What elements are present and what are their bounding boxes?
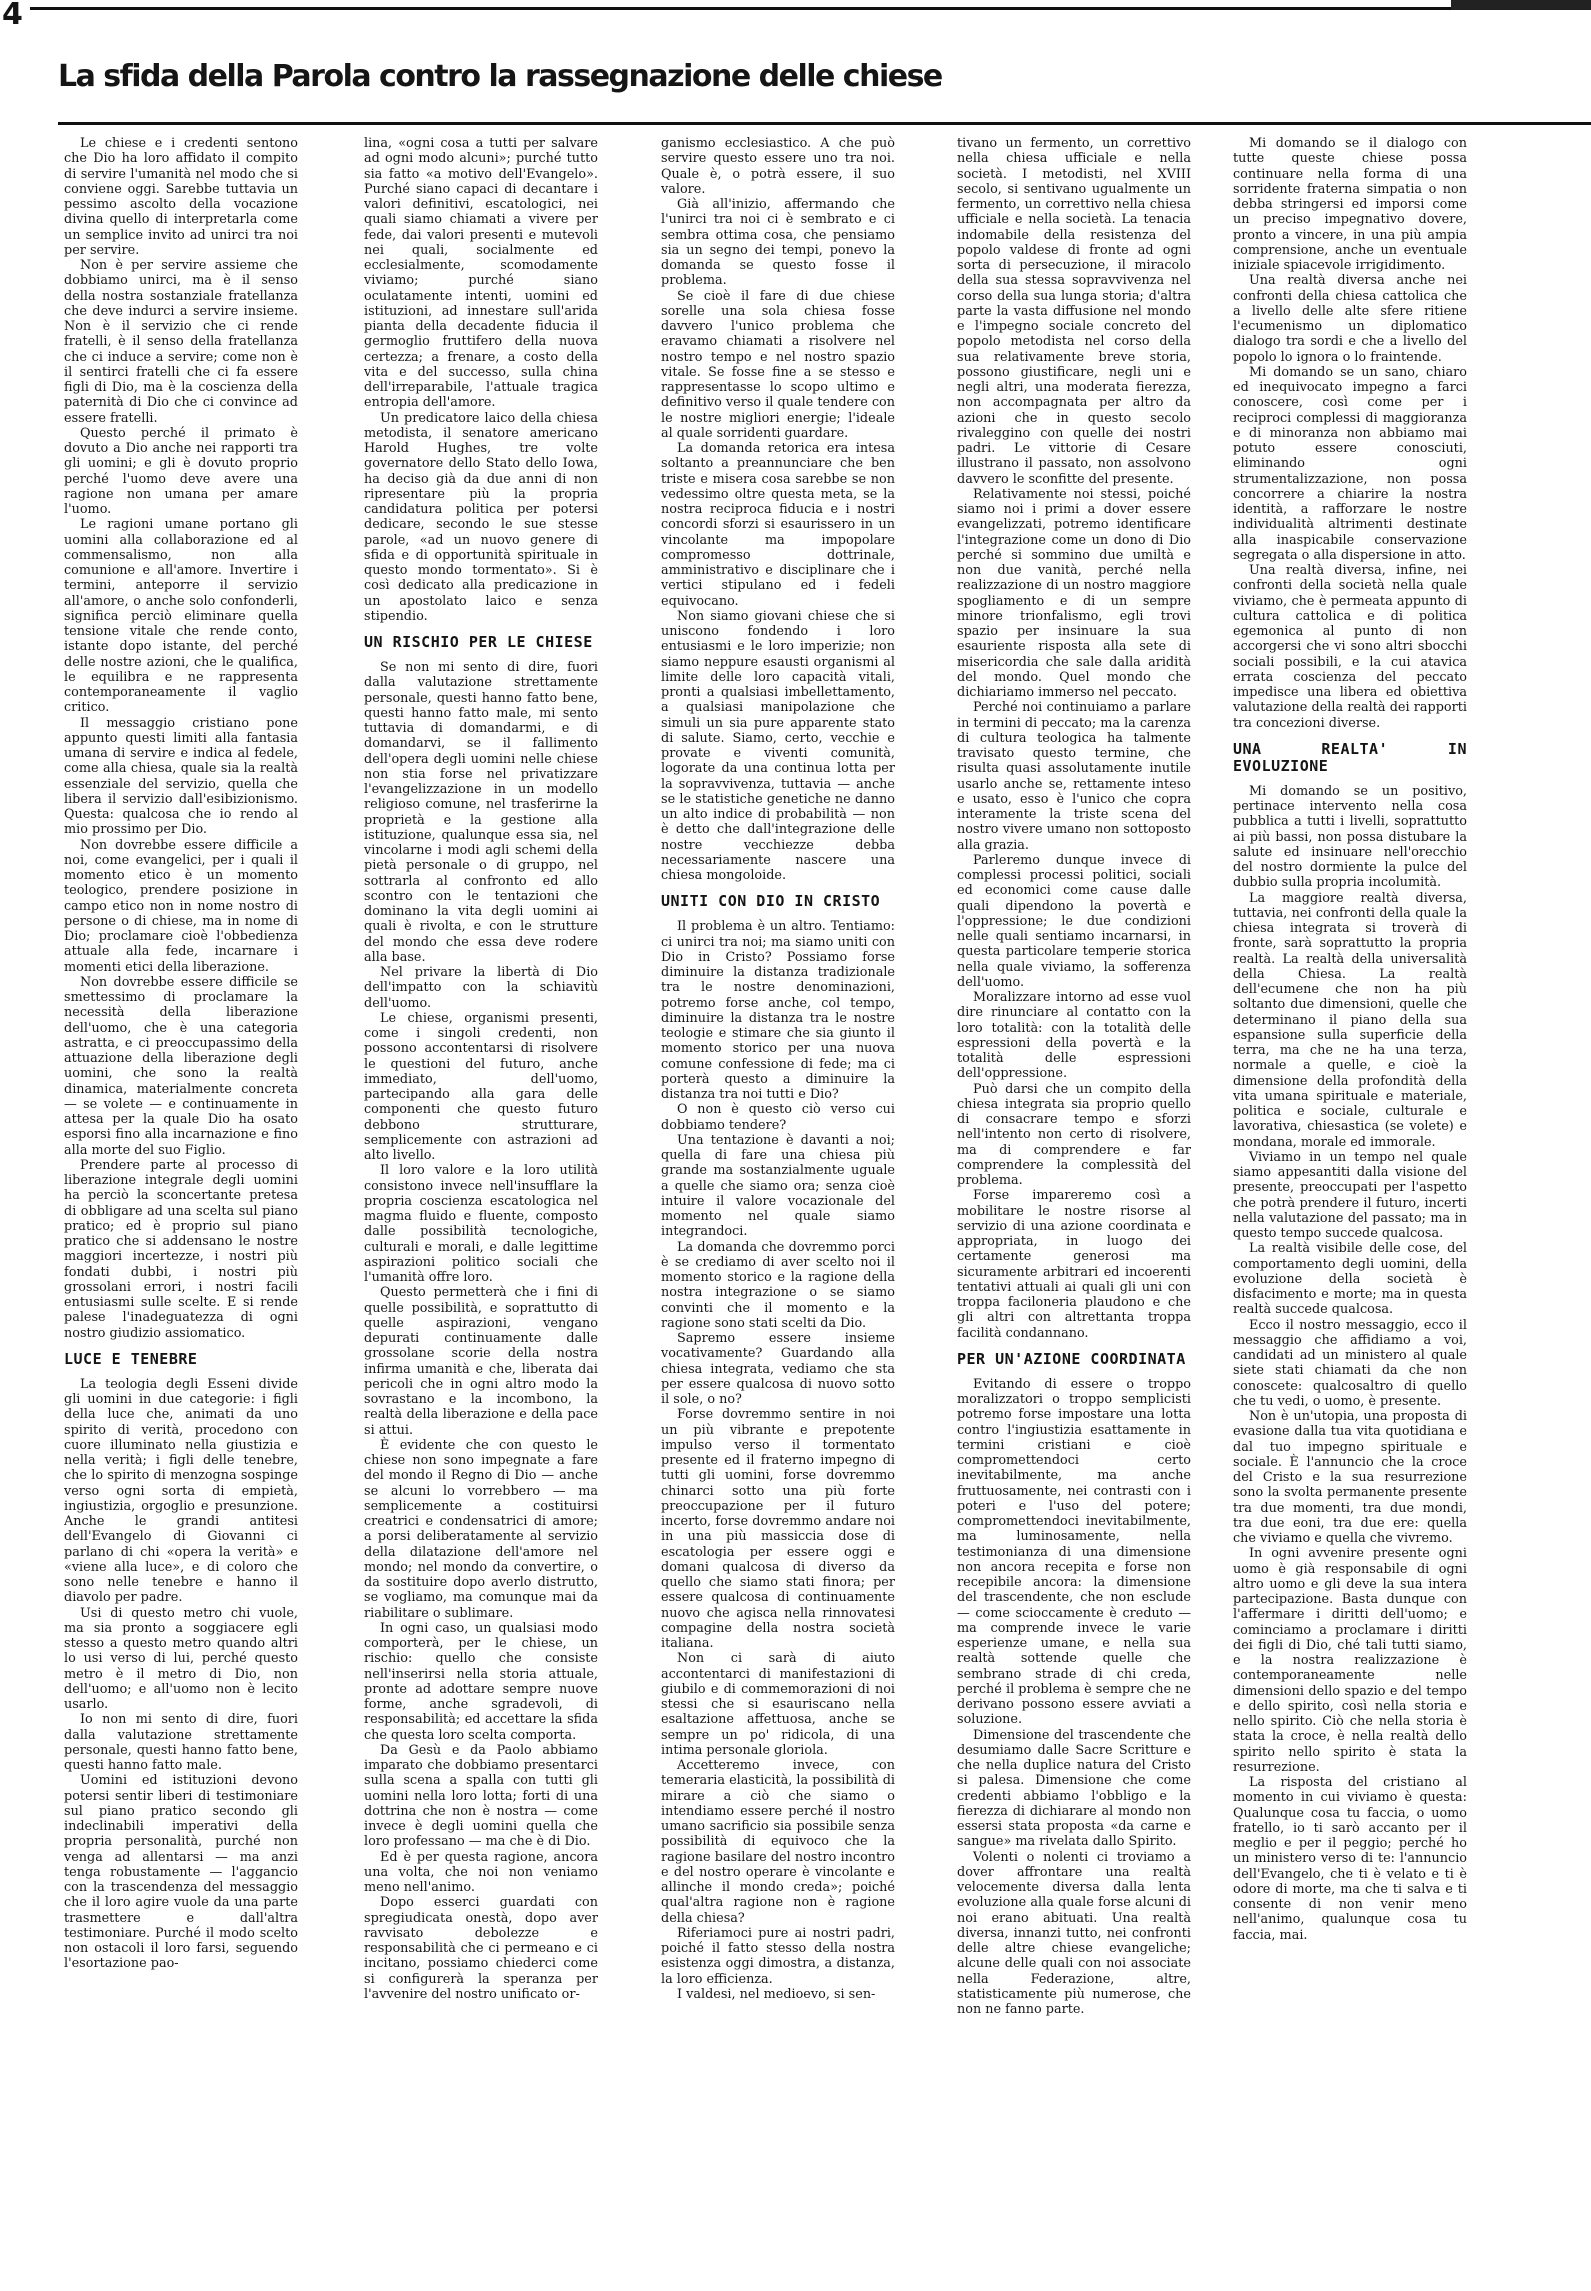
article-paragraph: Perché noi continuiamo a parlare in termini di peccato; ma la carenza di cultura teologica ha talmente travisato questo termine, che risulta quasi assolutamente inutile usarlo anche se, rettamente inteso e usato, esso è l'unico che copra interamente la triste scena del nostro vivere umano non sottoposto alla grazia. (957, 700, 1191, 853)
section-heading: LUCE E TENEBRE (64, 1349, 198, 1368)
article-paragraph: Se non mi sento di dire, fuori dalla valutazione strettamente personale, questi hanno fatto bene, questi hanno fatto male, mi sento tuttavia di domandarmi, e di domandarvi, se il fallimento dell'opera degli uomini nelle chiese non stia forse nel privatizzare l'evangelizzazione in un modello religioso comune, nel trasferirne la proprietà e la gestione alla istituzione, qualunque essa sia, nel vincolarne i modi agli schemi della pietà personale o di gruppo, nel sottrarla al confronto ed allo scontro con le tentazioni che dominano la vita degli uomini ai quali è rivolta, e con le strutture del mondo che essa deve rodere alla base. (364, 660, 598, 965)
article-body (64, 136, 1591, 2286)
article-paragraph: Una realtà diversa anche nei confronti della chiesa cattolica che a livello delle alte sfere ritiene l'ecumenismo un diplomatico dialogo tra sordi e che a livello del popolo lo ignora o lo fraintende. (1233, 273, 1467, 365)
article-paragraph: Questo perché il primato è dovuto a Dio anche nei rapporti tra gli uomini; e gli è dovuto proprio perché l'uomo deve avere una ragione non umana per amare l'uomo. (64, 425, 298, 517)
article-paragraph: Mi domando se un positivo, pertinace intervento nella cosa pubblica a tutti i livelli, soprattutto ai più bassi, non possa distubare la salute ed insinuare nell'orecchio del nostro dormiente la pulce del dubbio sulla propria incolumità. (1233, 783, 1467, 891)
article-paragraph: Il messaggio cristiano pone appunto questi limiti alla fantasia umana di servire e indica al fedele, come alla chiesa, quale sia la realtà essenziale del servizio, quella che libera il servizio dall'esibizionismo. Questa: qualcosa che io rendo al mio prossimo per Dio. (64, 715, 298, 838)
article-paragraph: Mi domando se un sano, chiaro ed inequivocato impegno a farci conoscere, così come per i reciproci complessi di maggioranza e di minoranza non abbiamo mai potuto essere conosciuti, eliminando ogni strumentalizzazione, non possa concorrere a chiarire la nostra identità, a rafforzare le nostre individualità altrimenti destinate alla inaspicabile conservazione segregata o alla dispersione in atto. (1233, 364, 1467, 563)
article-paragraph: Non dovrebbe essere difficile a noi, come evangelici, per i quali il momento etico è un momento teologico, prendere posizione in campo etico non in nome nostro di persone o di chiese, ma in nome di Dio; proclamare cioè l'obbedienza attuale alla fede, incarnare i momenti etici della liberazione. (64, 837, 298, 975)
article-paragraph: La teologia degli Esseni divide gli uomini in due categorie: i figli della luce che, animati da uno spirito di verità, procedono con cuore illuminato nella giustizia e nella verità; i figli delle tenebre, che lo spirito di menzogna sospinge verso ogni sorta di empietà, ingiustizia, orgoglio e presunzione. Anche le grandi antitesi dell'Evangelo di Giovanni ci parlano di chi «opera la verità» e «viene alla luce», e di coloro che sono nelle tenebre e hanno il diavolo per padre. (64, 1376, 298, 1606)
article-paragraph: Non ci sarà di aiuto accontentarci di manifestazioni di giubilo e di commemorazioni di noi stessi che si esauriscano nella esaltazione affettuosa, anche se sempre un po' ridicola, di una intima personale gloriola. (661, 1651, 895, 1758)
article-paragraph: In ogni avvenire presente ogni uomo è già responsabile di ogni altro uomo e gli deve la sua intera partecipazione. Basta dunque con l'affermare i diritti dell'uomo; e cominciamo a proclamare i diritti dei figli di Dio, ché tali tutti siamo, e la nostra realizzazione è contemporaneamente nelle dimensioni dello spazio e del tempo e dello spirito, così nella storia e nello spirito. Ciò che nella storia è stata la croce, è nella realtà dello spirito nello spirito è stata la resurrezione. (1233, 1546, 1467, 1775)
article-paragraph: Dopo esserci guardati con spregiudicata onestà, dopo aver ravvisato debolezze e responsabilità che ci permeano e ci incitano, possiamo chiederci come si configurerà la speranza per l'avvenire del nostro unificato or- (364, 1895, 598, 2002)
article-paragraph: Viviamo in un tempo nel quale siamo appesantiti dalla visione del presente, preoccupati per l'aspetto che potrà prendere il futuro, incerti nella valutazione del passato; ma in questo tempo succede qualcosa. (1233, 1149, 1467, 1241)
article-column-1 (64, 136, 298, 2286)
article-headline: La sfida della Parola contro la rassegnazione delle chiese (58, 59, 942, 94)
section-heading: UNA REALTA' IN EVOLUZIONE (1233, 739, 1467, 775)
article-paragraph: La realtà visibile delle cose, del comportamento degli uomini, della evoluzione della società è disfacimento e morte; ma in questa realtà succede qualcosa. (1233, 1241, 1467, 1318)
article-paragraph: Accetteremo invece, con temeraria elasticità, la possibilità di mirare a ciò che siamo o intendiamo essere perché il nostro umano sacrificio sia possibile senza possibilità di equivoco che la ragione basilare del nostro incontro e del nostro operare è vincolante e allinche il mondo creda»; poiché qual'altra ragione non è ragione della chiesa? (661, 1758, 895, 1926)
article-paragraph: È evidente che con questo le chiese non sono impegnate a fare del mondo il Regno di Dio — anche se alcuni lo vorrebbero — ma semplicemente a costituirsi creatrici e condensatrici di amore; a porsi deliberatamente al servizio della dilatazione dell'amore nel mondo; nel mondo da convertire, o da sostituire dopo averlo distrutto, se vogliamo, ma comunque mai da riabilitare o sublimare. (364, 1437, 598, 1621)
article-paragraph: lina, «ogni cosa a tutti per salvare ad ogni modo alcuni»; purché tutto sia fatto «a motivo dell'Evangelo». Purché siano capaci di decantare i valori definitivi, escatologici, nei quali siamo chiamati a vivere per fede, dai valori presenti e mutevoli nei quali, socialmente ed ecclesialmente, scomodamente viviamo; purché siano oculatamente intenti, uomini ed istituzioni, ad innestare sull'arida pianta della decadente fiducia il germoglio fruttifero della nuova certezza; a frenare, a costo della vita e del successo, sulla china dell'irreparabile, l'attuale tragica entropia dell'amore. (364, 136, 598, 411)
article-paragraph: Le chiese, organismi presenti, come i singoli credenti, non possono accontentarsi di risolvere le questioni del futuro, anche immediato, dell'uomo, partecipando alla gara delle componenti che questo futuro debbono strutturare, semplicemente con astrazioni ad alto livello. (364, 1010, 598, 1163)
article-paragraph: Da Gesù e da Paolo abbiamo imparato che dobbiamo presentarci sulla scena a spalla con tutti gli uomini nella loro lotta; forti di una dottrina che non è nostra — come invece è degli uomini quella che loro professano — ma che è di Dio. (364, 1742, 598, 1850)
article-paragraph: Un predicatore laico della chiesa metodista, il senatore americano Harold Hughes, tre volte governatore dello Stato dello Iowa, ha deciso già da due anni di non ripresentare più la propria candidatura politica per potersi dedicare, secondo le sue stesse parole, «ad un nuovo genere di sfida e di opportunità spirituale in questo mondo tormentato». Si è così dedicato alla predicazione in un apostolato laico e senza stipendio. (364, 410, 598, 624)
article-paragraph: Evitando di essere o troppo moralizzatori o troppo semplicisti potremo forse impostare una lotta contro l'ingiustizia esattamente in termini cristiani e cioè compromettendoci certo inevitabilmente, ma anche fruttuosamente, nei contrasti con i poteri e l'uso del potere; compromettendoci inevitabilmente, ma luminosamente, nella testimonianza di una dimensione non ancora recepita e forse non recepibile ancora: la dimensione del trascendente, che non esclude — come scioccamente è creduto — ma comprende invece le varie esperienze umane, e nella sua realtà sottende quelle che sembrano strade di chi creda, perché il problema è sempre che ne derivano possono essere avviati a soluzione. (957, 1376, 1191, 1728)
masthead-fragment (1451, 0, 1591, 10)
article-paragraph: Non è per servire assieme che dobbiamo unirci, ma è il senso della nostra sostanziale fratellanza che deve indurci a servire insieme. Non è il servizio che ci rende fratelli, è il senso della fratellanza che ci induce a servire; come non è il sentirci fratelli che ci fa essere figli di Dio, ma è la coscienza della paternità di Dio che ci convince ad essere fratelli. (64, 258, 298, 426)
article-paragraph: Il problema è un altro. Tentiamo: ci unirci tra noi; ma siamo uniti con Dio in Cristo? Possiamo forse diminuire la distanza tradizionale tra le nostre denominazioni, potremo forse anche, col tempo, diminuire la distanza tra le nostre teologie e stimare che sia giunto il momento storico per una nuova comune confessione di fede; ma ci porterà questo a diminuire la distanza tra noi tutti e Dio? (661, 919, 895, 1102)
article-paragraph: Prendere parte al processo di liberazione integrale degli uomini ha perciò la sconcertante pretesa di obbligare ad una scelta sul piano pratico; ed è proprio sul piano pratico che si addensano le nostre maggiori incertezze, i nostri più fondati dubbi, i nostri più grossolani errori, i nostri facili entusiasmi sulle scelte. E si rende palese l'inadeguatezza di ogni nostro giudizio assiomatico. (64, 1157, 298, 1341)
article-paragraph: In ogni caso, un qualsiasi modo comporterà, per le chiese, un rischio: quello che consiste nell'inserirsi nella storia attuale, pronte ad adottare sempre nuove forme, anche sgradevoli, di responsabilità; ed accettare la sfida che questa loro scelta comporta. (364, 1620, 598, 1743)
article-column-5 (1233, 136, 1467, 2286)
article-paragraph: Il loro valore e la loro utilità consistono invece nell'insufflare la propria coscienza escatologica nel magma fluido e fluente, composto dalle possibilità tecnologiche, culturali e morali, e dalle legittime aspirazioni politico sociali che l'umanità offre loro. (364, 1163, 598, 1285)
article-paragraph: Non è un'utopia, una proposta di evasione dalla tua vita quotidiana e dal tuo impegno spirituale e sociale. È l'annuncio che la croce del Cristo e la sua resurrezione sono la svolta permanente presente tra due momenti, tra due mondi, tra due eoni, tra due ere: quella che viviamo e quella che vivremo. (1233, 1409, 1467, 1546)
section-heading: PER UN'AZIONE COORDINATA (957, 1349, 1186, 1368)
article-paragraph: Riferiamoci pure ai nostri padri, poiché il fatto stesso della nostra esistenza oggi dimostra, a distanza, la loro efficienza. (661, 1925, 895, 1987)
article-paragraph: Questo permetterà che i fini di quelle possibilità, e soprattutto di quelle aspirazioni, vengano depurati continuamente dalle grossolane scorie della nostra infirma umanità e che, liberata dai pericoli che in ogni altro modo la sovrastano e la incombono, la realtà della liberazione e della pace si attui. (364, 1285, 598, 1438)
article-paragraph: O non è questo ciò verso cui dobbiamo tendere? (661, 1102, 895, 1133)
article-paragraph: Le chiese e i credenti sentono che Dio ha loro affidato il compito di servire l'umanità nel modo che si conviene oggi. Sarebbe tuttavia un pessimo ascolto della vocazione divina quello di interpretarla come un semplice invito ad unirci tra noi per servire. (64, 136, 298, 258)
article-paragraph: Moralizzare intorno ad esse vuol dire rinunciare al contatto con la loro totalità: con la totalità delle espressioni della povertà e la totalità delle espressioni dell'oppressione. (957, 990, 1191, 1082)
page-number: 4 (2, 0, 23, 32)
article-paragraph: tivano un fermento, un correttivo nella chiesa ufficiale e nella società. I metodisti, nel XVIII secolo, si sentivano ugualmente un fermento, un correttivo nella chiesa ufficiale e nella società. La tenacia indomabile della resistenza del popolo valdese di fronte ad ogni sorta di persecuzione, il miracolo della sua stessa sopravvivenza nel corso della sua lunga storia; d'altra parte la vasta diffusione nel mondo e l'impegno sociale concreto del popolo metodista nel corso della sua relativamente breve storia, possono giustificare, negli uni e negli altri, una moderata fierezza, non accompagnata per altro da azioni che in questo secolo rivaleggino con quelle dei nostri padri. Le vittorie di Cesare illustrano il passato, non assolvono davvero le sconfitte del presente. (957, 136, 1191, 487)
article-paragraph: Io non mi sento di dire, fuori dalla valutazione strettamente personale, questi hanno fatto bene, questi hanno fatto male. (64, 1712, 298, 1773)
article-paragraph: La domanda che dovremmo porci è se crediamo di aver scelto noi il momento storico e la ragione della nostra integrazione o se siamo convinti che il momento e la ragione sono stati scelti da Dio. (661, 1239, 895, 1331)
headline-rule (58, 122, 1591, 125)
article-paragraph: Nel privare la libertà di Dio dell'impatto con la schiavitù dell'uomo. (364, 965, 598, 1011)
article-paragraph: Può darsi che un compito della chiesa integrata sia proprio quello di consacrare tempo e sforzi nell'intento non certo di risolvere, ma di comprendere e far comprendere la complessità del problema. (957, 1081, 1191, 1188)
article-column-2 (364, 136, 598, 2286)
article-paragraph: I valdesi, nel medioevo, si sen- (677, 1986, 876, 2002)
section-heading: UN RISCHIO PER LE CHIESE (364, 633, 593, 651)
article-paragraph: Già all'inizio, affermando che l'unirci tra noi ci è sembrato e ci sembra ottima cosa, che pensiamo sia un segno dei tempi, ponevo la domanda se questo fosse il problema. (661, 197, 895, 289)
article-paragraph: Non siamo giovani chiese che si uniscono fondendo i loro entusiasmi e le loro imperizie; non siamo neppure esausti organismi al limite delle loro capacità vitali, pronti a qualsiasi imbellettamento, a qualsiasi manipolazione che simuli un sia pure apparente stato di salute. Siamo, certo, vecchie e provate e viventi comunità, logorate da una continua lotta per la sopravvivenza, tuttavia — anche se le statistiche genetiche ne danno un alto indice di probabilità — non è detto che dall'integrazione delle nostre vecchiezze debba necessariamente nascere una chiesa mongoloide. (661, 608, 895, 883)
article-paragraph: La maggiore realtà diversa, tuttavia, nei confronti della quale la chiesa integrata si troverà di fronte, sarà soprattutto la propria realtà. La realtà della universalità della Chiesa. La realtà dell'ecumene che non ha più soltanto due dimensioni, quelle che determinano il piano della sua espansione sulla superficie della terra, ma che ne ha una terza, normale a quelle, e cioè la dimensione della profondità della vita umana spirituale e materiale, politica e sociale, culturale e lavorativa, chiesastica (se volete) e mondana, morale ed immorale. (1233, 890, 1467, 1150)
article-paragraph: Dimensione del trascendente che desumiamo dalle Sacre Scritture e che nella duplice natura del Cristo si palesa. Dimensione che come credenti abbiamo l'obbligo e la fierezza di dichiarare al mondo non essersi stata proposta «da carne e sangue» ma rivelata dallo Spirito. (957, 1727, 1191, 1850)
top-rule (30, 7, 1591, 10)
article-paragraph: Se cioè il fare di due chiese sorelle una sola chiesa fosse davvero l'unico problema che eravamo chiamati a risolvere nel nostro tempo e nel nostro spazio vitale. Se fosse fine a se stesso e rappresentasse lo scopo ultimo e definitivo verso il quale tendere con le nostre migliori energie; l'ideale al quale sorridenti guardare. (661, 288, 895, 441)
article-paragraph: Parleremo dunque invece di complessi processi politici, sociali ed economici come cause dalle quali dipendono la povertà e l'oppressione; le due condizioni nelle quali sentiamo incarnarsi, in questa particolare temperie storica nella quale viviamo, la sofferenza dell'uomo. (957, 852, 1191, 990)
article-column-3 (661, 136, 895, 2286)
article-paragraph: Non dovrebbe essere difficile se smettessimo di proclamare la necessità della liberazione dell'uomo, che è una categoria astratta, e ci preoccupassimo della attuazione della liberazione degli uomini, che sono la realtà dinamica, materialmente concreta — se volete — e continuamente in attesa per la quale Dio ha osato esporsi fino alla incarnazione e fino alla morte del suo Figlio. (64, 974, 298, 1158)
article-paragraph: Volenti o nolenti ci troviamo a dover affrontare una realtà velocemente diversa dalla lenta evoluzione alla quale forse alcuni di noi erano abituati. Una realtà diversa, innanzi tutto, nei confronti delle altre chiese evangeliche; alcune delle quali con noi associate nella Federazione, altre, statisticamente più numerose, che non ne fanno parte. (957, 1849, 1191, 2017)
article-paragraph: Una realtà diversa, infine, nei confronti della società nella quale viviamo, che è permeata appunto di cultura cattolica e di politica egemonica al punto di non accorgersi che vi sono altri sbocchi sociali possibili, e la cui atavica errata coscienza del peccato impedisce una libera ed obiettiva valutazione della realtà dei rapporti tra concezioni diverse. (1233, 563, 1467, 731)
article-paragraph: Una tentazione è davanti a noi; quella di fare una chiesa più grande ma sostanzialmente uguale a quelle che siamo ora; senza cioè intuire il valore vocazionale del momento nel quale siamo integrandoci. (661, 1132, 895, 1240)
article-paragraph: Forse impareremo così a mobilitare le nostre risorse al servizio di una azione coordinata e appropriata, in luogo dei certamente generosi ma sicuramente arbitrari ed incoerenti tentativi attuali ai quali gli uni con troppa faciloneria plaudono e che gli altri con altrettanta troppa facilità condannano. (957, 1188, 1191, 1341)
article-paragraph: ganismo ecclesiastico. A che può servire questo essere uno tra noi. Quale è, o potrà essere, il suo valore. (661, 136, 895, 197)
article-paragraph: Le ragioni umane portano gli uomini alla collaborazione ed al commensalismo, non alla comunione e all'amore. Invertire i termini, anteporre il servizio all'amore, o anche solo confonderli, significa perciò eliminare quella tensione vitale che rende conto, istante dopo istante, del perché delle nostre azioni, che le qualifica, le equilibra e ne rappresenta contemporaneamente il vaglio critico. (64, 517, 298, 716)
article-paragraph: La risposta del cristiano al momento in cui viviamo è questa: Qualunque cosa tu faccia, o uomo fratello, io ti sarò accanto per il meglio e per il peggio; perché ho un ministero verso di te: l'annuncio dell'Evangelo, che ti è velato e ti è odore di morte, ma che ti salva e ti consente di non venir meno nell'animo, qualunque cosa tu faccia, mai. (1233, 1775, 1467, 1943)
article-paragraph: Mi domando se il dialogo con tutte queste chiese possa continuare nella forma di una sorridente fraterna simpatia o non debba stringersi ed imporsi come un preciso impegnativo dovere, pronto a vincere, in una più ampia comprensione, anche un eventuale iniziale spiacevole irrigidimento. (1233, 136, 1467, 273)
article-paragraph: Usi di questo metro chi vuole, ma sia pronto a soggiacere egli stesso a questo metro quando altri lo usi verso di lui, perché questo metro è il metro di Dio, non dell'uomo; e all'uomo non è lecito usarlo. (64, 1605, 298, 1712)
article-paragraph: Uomini ed istituzioni devono potersi sentir liberi di testimoniare sul piano pratico secondo gli indeclinabili imperativi della propria personalità, purché non venga ad allentarsi — ma anzi tenga robustamente — l'aggancio con la trascendenza del messaggio che il loro agire vuole da una parte trasmettere e dall'altra testimoniare. Purché il modo scelto non ostacoli il loro farsi, seguendo l'esortazione pao- (64, 1773, 298, 1972)
article-paragraph: Ecco il nostro messaggio, ecco il messaggio che affidiamo a voi, candidati ad un ministero al quale siete stati chiamati da che non conoscete: qualcosaltro di quello che tu vedi, o uomo, è presente. (1233, 1317, 1467, 1409)
article-paragraph: Forse dovremmo sentire in noi un più vibrante e prepotente impulso verso il tormentato presente ed il fraterno impegno di tutti gli uomini, forse dovremmo chinarci sotto una più forte preoccupazione per il futuro incerto, forse dovremmo andare noi in una più massiccia dose di escatologia per essere oggi e domani qualcosa di diverso da quello che siamo stati finora; per essere qualcosa di continuamente nuovo che agisca nella rinnovatesi compagine della nostra società italiana. (661, 1407, 895, 1651)
article-paragraph: Ed è per questa ragione, ancora una volta, che noi non veniamo meno nell'animo. (364, 1849, 598, 1895)
article-paragraph: Sapremo essere insieme vocativamente? Guardando alla chiesa integrata, vediamo che sta per essere qualcosa di nuovo sotto il sole, o no? (661, 1331, 895, 1407)
section-heading: UNITI CON DIO IN CRISTO (661, 892, 881, 911)
article-column-4 (957, 136, 1191, 2286)
article-paragraph: Relativamente noi stessi, poiché siamo noi i primi a dover essere evangelizzati, potremo identificare l'integrazione come un dono di Dio perché si sommino due umiltà e non due vanità, perché nella realizzazione di un nostro maggiore spogliamento e di un sempre minore trionfalismo, egli trovi spazio per insinuare la sua esauriente risposta alla sete di misericordia che sale dalla aridità del mondo. Quel mondo che dichiariamo immerso nel peccato. (957, 486, 1191, 700)
article-paragraph: La domanda retorica era intesa soltanto a preannunciare che ben triste e misera cosa sarebbe se non vedessimo oltre questa meta, se la nostra reciproca fiducia e i nostri concordi sforzi si esaurissero in un vincolante ma impopolare compromesso dottrinale, amministrativo e disciplinare che i vertici stipulano ed i fedeli equivocano. (661, 441, 895, 609)
